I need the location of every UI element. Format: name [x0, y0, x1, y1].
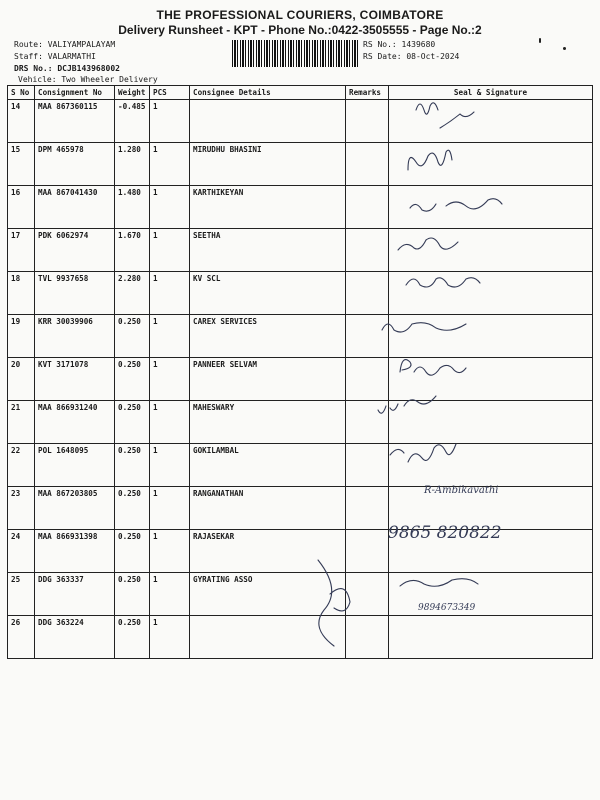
cell-weight: 1.480: [115, 186, 150, 229]
cell-weight: 0.250: [115, 616, 150, 659]
cell-consignee: RANGANATHAN: [190, 487, 346, 530]
cell-pcs: 1: [150, 272, 190, 315]
cell-sno: 26: [8, 616, 35, 659]
rs-date: RS Date: 08-Oct-2024: [363, 52, 460, 61]
cell-sno: 23: [8, 487, 35, 530]
staff-label: Staff: VALARMATHI: [14, 52, 96, 61]
cell-pcs: 1: [150, 315, 190, 358]
cell-remarks: [346, 315, 389, 358]
cell-consignee: MAHESWARY: [190, 401, 346, 444]
cell-remarks: [346, 487, 389, 530]
runsheet-table: [7, 85, 593, 659]
col-header-weight: Weight: [115, 86, 150, 100]
phone-row-25: 9894673349: [418, 603, 476, 613]
cell-sno: 14: [8, 100, 35, 143]
cell-pcs: 1: [150, 401, 190, 444]
cell-signature: [389, 315, 593, 358]
cell-signature: [389, 573, 593, 616]
signature-row-23: R-Ambikavathi: [424, 485, 499, 496]
table-row: [8, 229, 593, 272]
cell-signature: [389, 143, 593, 186]
cell-consignment-no: DDG 363224: [35, 616, 115, 659]
table-row: [8, 186, 593, 229]
cell-pcs: 1: [150, 444, 190, 487]
cell-consignment-no: MAA 866931240: [35, 401, 115, 444]
table-row: [8, 573, 593, 616]
cell-consignment-no: KVT 3171078: [35, 358, 115, 401]
table-row: [8, 315, 593, 358]
table-row: [8, 616, 593, 659]
cell-remarks: [346, 358, 389, 401]
cell-signature: [389, 229, 593, 272]
cell-consignee: [190, 616, 346, 659]
route-label: Route: VALIYAMPALAYAM: [14, 40, 116, 49]
cell-signature: [389, 401, 593, 444]
vehicle-label: Vehicle: Two Wheeler Delivery: [18, 75, 158, 84]
table-row: [8, 143, 593, 186]
cell-consignment-no: TVL 9937658: [35, 272, 115, 315]
scan-speck: [539, 38, 541, 43]
col-header-sno: S No: [8, 86, 35, 100]
table-row: [8, 358, 593, 401]
cell-sno: 25: [8, 573, 35, 616]
cell-remarks: [346, 530, 389, 573]
cell-sno: 18: [8, 272, 35, 315]
cell-weight: 0.250: [115, 315, 150, 358]
table-row: [8, 530, 593, 573]
cell-consignee: PANNEER SELVAM: [190, 358, 346, 401]
cell-pcs: 1: [150, 530, 190, 573]
cell-weight: 0.250: [115, 444, 150, 487]
cell-weight: 0.250: [115, 487, 150, 530]
cell-pcs: 1: [150, 573, 190, 616]
drs-label: DRS No.:: [14, 64, 58, 73]
col-header-pcs: PCS: [150, 86, 190, 100]
cell-weight: 0.250: [115, 401, 150, 444]
col-header-signature: Seal & Signature: [389, 86, 593, 100]
cell-consignee: [190, 100, 346, 143]
cell-weight: 1.280: [115, 143, 150, 186]
scan-speck: [563, 47, 566, 50]
cell-consignee: MIRUDHU BHASINI: [190, 143, 346, 186]
cell-pcs: 1: [150, 358, 190, 401]
col-header-consignment: Consignment No: [35, 86, 115, 100]
cell-sno: 20: [8, 358, 35, 401]
cell-consignee: KARTHIKEYAN: [190, 186, 346, 229]
cell-pcs: 1: [150, 229, 190, 272]
phone-row-24: 9865 820822: [388, 523, 502, 543]
cell-weight: -0.485: [115, 100, 150, 143]
cell-remarks: [346, 444, 389, 487]
cell-pcs: 1: [150, 100, 190, 143]
cell-signature: [389, 100, 593, 143]
cell-consignment-no: MAA 867041430: [35, 186, 115, 229]
cell-remarks: [346, 573, 389, 616]
drs-number: [14, 64, 120, 73]
cell-pcs: 1: [150, 143, 190, 186]
table-body: [8, 100, 593, 659]
table-header-row: [8, 86, 593, 100]
cell-signature: [389, 444, 593, 487]
cell-remarks: [346, 401, 389, 444]
cell-sno: 22: [8, 444, 35, 487]
cell-sno: 16: [8, 186, 35, 229]
rs-number: RS No.: 1439680: [363, 40, 436, 49]
cell-consignment-no: POL 1648095: [35, 444, 115, 487]
table-row: [8, 100, 593, 143]
table-row: [8, 487, 593, 530]
cell-remarks: [346, 616, 389, 659]
cell-remarks: [346, 229, 389, 272]
cell-remarks: [346, 272, 389, 315]
cell-consignment-no: MAA 867360115: [35, 100, 115, 143]
company-title: THE PROFESSIONAL COURIERS, COIMBATORE: [156, 8, 444, 22]
table-row: [8, 272, 593, 315]
cell-consignee: SEETHA: [190, 229, 346, 272]
barcode-image: [232, 40, 358, 67]
cell-signature: [389, 186, 593, 229]
cell-consignment-no: PDK 6062974: [35, 229, 115, 272]
cell-consignee: KV SCL: [190, 272, 346, 315]
cell-pcs: 1: [150, 616, 190, 659]
cell-consignment-no: KRR 30039906: [35, 315, 115, 358]
cell-consignee: GYRATING ASSO: [190, 573, 346, 616]
cell-weight: 2.280: [115, 272, 150, 315]
cell-signature: [389, 358, 593, 401]
cell-consignee: GOKILAMBAL: [190, 444, 346, 487]
cell-sno: 19: [8, 315, 35, 358]
cell-consignment-no: DPM 465978: [35, 143, 115, 186]
cell-consignment-no: MAA 866931398: [35, 530, 115, 573]
table-row: [8, 444, 593, 487]
cell-sno: 24: [8, 530, 35, 573]
table-row: [8, 401, 593, 444]
cell-pcs: 1: [150, 487, 190, 530]
cell-pcs: 1: [150, 186, 190, 229]
cell-weight: 0.250: [115, 573, 150, 616]
cell-signature: [389, 616, 593, 659]
cell-weight: 1.670: [115, 229, 150, 272]
cell-consignee: RAJASEKAR: [190, 530, 346, 573]
cell-weight: 0.250: [115, 358, 150, 401]
cell-remarks: [346, 186, 389, 229]
cell-signature: [389, 272, 593, 315]
cell-remarks: [346, 100, 389, 143]
drs-value: DCJB143968002: [57, 64, 120, 73]
col-header-consignee: Consignee Details: [190, 86, 346, 100]
cell-remarks: [346, 143, 389, 186]
cell-consignment-no: MAA 867203805: [35, 487, 115, 530]
cell-consignee: CAREX SERVICES: [190, 315, 346, 358]
cell-sno: 17: [8, 229, 35, 272]
cell-sno: 21: [8, 401, 35, 444]
cell-weight: 0.250: [115, 530, 150, 573]
col-header-remarks: Remarks: [346, 86, 389, 100]
cell-sno: 15: [8, 143, 35, 186]
cell-consignment-no: DDG 363337: [35, 573, 115, 616]
runsheet-subtitle: Delivery Runsheet - KPT - Phone No.:0422-3505555 - Page No.:2: [118, 23, 482, 37]
cell-signature: [389, 487, 593, 530]
cell-signature: [389, 530, 593, 573]
